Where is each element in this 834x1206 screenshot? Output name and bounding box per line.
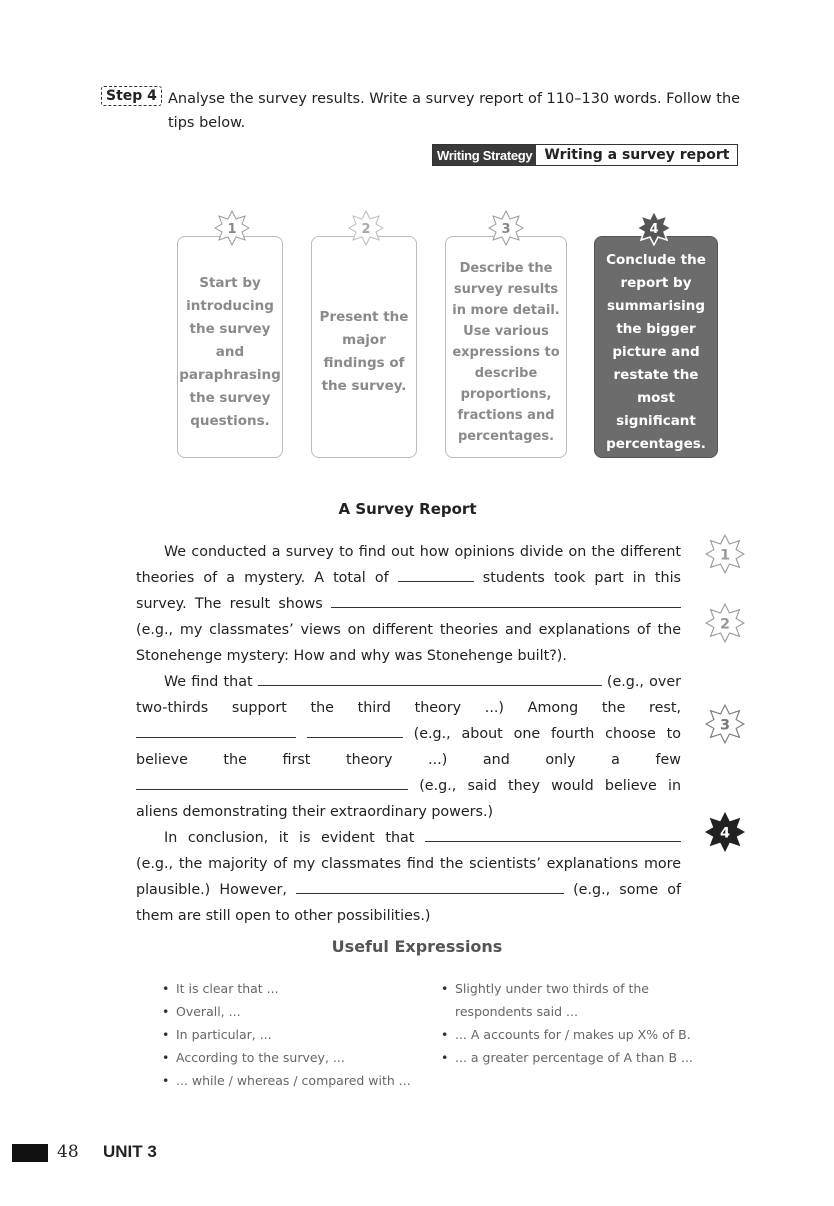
tip-text: Describe the survey results in more detail. Use various expressions to describe proportions, fractions and percentages. [452, 260, 560, 444]
expression-item: • Slightly under two thirds of the [441, 977, 731, 1000]
side-badge-4 [705, 812, 745, 852]
expression-item: • In particular, ... [162, 1023, 422, 1046]
report-paragraph-1 [136, 539, 681, 669]
tip-text: Conclude the report by summarising the bigger picture and restate the most significant percentages. [606, 251, 706, 452]
star-badge-icon [705, 603, 745, 643]
report-paragraph-2 [136, 669, 681, 825]
useful-expressions-title: Useful Expressions [331, 937, 503, 956]
tip-badge-2 [348, 210, 384, 246]
tip-badge-4 [636, 210, 672, 246]
useful-expressions-right [441, 977, 731, 1069]
answer-blank[interactable] [136, 723, 296, 738]
report-body [136, 539, 681, 929]
report-text: (e.g., over two-thirds support the third theory ...) Among the rest, [136, 674, 682, 716]
tip-badge-3 [488, 210, 524, 246]
tip-badge-number: 3 [501, 222, 511, 237]
star-badge-icon [705, 534, 745, 574]
answer-blank[interactable] [331, 593, 681, 608]
unit-label: UNIT 3 [103, 1142, 157, 1161]
side-badge-3 [705, 704, 745, 744]
step-tag: Step 4 [101, 86, 162, 106]
report-title: A Survey Report [338, 500, 477, 518]
tip-text: Start by introducing the survey and paraphrasing the survey questions. [179, 274, 281, 429]
tip-card-1 [177, 236, 283, 458]
writing-strategy-title: Writing a survey report [544, 147, 730, 163]
side-badge-number: 4 [719, 825, 731, 842]
tip-badge-number: 4 [649, 222, 659, 237]
report-text: (e.g., my classmates’ views on different theories and explanations of the Stonehenge mystery: How and why was Stonehenge built?). [136, 622, 681, 664]
report-text: (e.g., said they would believe in aliens demonstrating their extraordinary powers.) [136, 778, 682, 820]
star-badge-icon [705, 704, 745, 744]
report-text: (e.g., the majority of my classmates find the scientists’ explanations more plausible.) However, [136, 856, 681, 898]
report-text: students took part in this survey. The result shows [136, 570, 681, 612]
side-badge-2 [705, 603, 745, 643]
side-badge-number: 2 [719, 616, 731, 633]
expression-item: • It is clear that ... [162, 977, 422, 1000]
star-badge-icon [705, 812, 745, 852]
tip-badge-number: 1 [227, 222, 237, 237]
tip-badge-1 [214, 210, 250, 246]
report-text: In conclusion, it is evident that [164, 830, 415, 846]
tip-text: Present the major findings of the survey. [319, 309, 409, 394]
answer-blank[interactable] [258, 671, 602, 686]
star-badge-icon [488, 210, 524, 246]
answer-blank[interactable] [425, 827, 681, 842]
expression-item: • Overall, ... [162, 1000, 422, 1023]
report-paragraph-3 [136, 825, 681, 929]
expression-item: • ... while / whereas / compared with ... [162, 1069, 422, 1092]
expression-item-continued: respondents said ... [455, 1004, 578, 1019]
side-badge-number: 1 [719, 547, 731, 564]
expression-item: • ... A accounts for / makes up X% of B. [441, 1023, 731, 1046]
answer-blank[interactable] [136, 775, 408, 790]
useful-expressions-left [162, 977, 422, 1092]
answer-blank[interactable] [296, 879, 564, 894]
report-text: (e.g., some of them are still open to other possibilities.) [136, 882, 682, 924]
writing-strategy-header [432, 144, 738, 166]
expression-item: • According to the survey, ... [162, 1046, 422, 1069]
report-text: We conducted a survey to find out how opinions divide on the different theories of a mystery. A total of [136, 544, 681, 586]
expression-item: • ... a greater percentage of A than B ... [441, 1046, 731, 1069]
step-instruction: Analyse the survey results. Write a survey report of 110–130 words. Follow the tips below. [168, 91, 741, 131]
answer-blank[interactable] [398, 567, 474, 582]
side-badge-number: 3 [719, 717, 731, 734]
report-text: (e.g., about one fourth choose to believe the first theory ...) and only a few [136, 726, 682, 768]
star-badge-icon [636, 210, 672, 246]
report-text: We find that [164, 674, 253, 690]
tip-card-2 [311, 236, 417, 458]
page-number: 48 [57, 1142, 79, 1162]
star-badge-icon [348, 210, 384, 246]
tip-badge-number: 2 [361, 222, 371, 237]
writing-strategy-label: Writing Strategy [433, 145, 536, 165]
tip-card-3 [445, 236, 567, 458]
tip-card-4 [594, 236, 718, 458]
side-badge-1 [705, 534, 745, 574]
footer-bar [12, 1144, 48, 1162]
star-badge-icon [214, 210, 250, 246]
answer-blank[interactable] [307, 723, 403, 738]
